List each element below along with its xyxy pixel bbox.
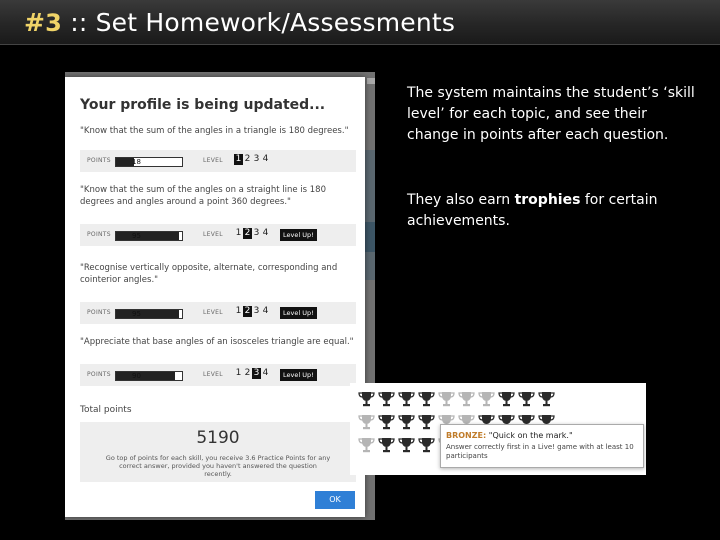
skill-row xyxy=(80,150,356,172)
level-step: 3 xyxy=(253,228,260,238)
description-text: They also earn xyxy=(407,192,515,208)
total-points-value: 5190 xyxy=(196,428,240,448)
skill-text: "Recognise vertically opposite, alternate, corresponding and cointerior angles." xyxy=(80,263,338,285)
level-step: 1 xyxy=(235,368,242,378)
tooltip-name: "Quick on the mark." xyxy=(486,431,573,440)
trophy-icon[interactable] xyxy=(418,414,435,430)
scroll-mark xyxy=(367,78,375,84)
trophy-icon[interactable] xyxy=(378,414,395,430)
description-para-1: The system maintains the student’s ‘skill level’ for each topic, and see their change in points after each question. xyxy=(407,85,695,143)
profile-update-modal xyxy=(65,77,365,517)
points-bar xyxy=(115,157,183,167)
level-step: 2 xyxy=(244,228,251,238)
level-up-badge: Level Up! xyxy=(280,307,317,319)
points-label: POINTS xyxy=(87,371,111,378)
skill-row xyxy=(80,224,356,246)
points-value: 18 xyxy=(132,158,141,166)
points-bar xyxy=(115,371,183,381)
total-points-box xyxy=(80,422,356,482)
trophy-icon[interactable] xyxy=(398,391,415,407)
slide-number xyxy=(24,8,62,37)
points-label: POINTS xyxy=(87,231,111,238)
profile-screenshot xyxy=(65,72,375,520)
level-step: 3 xyxy=(253,306,260,316)
level-up-badge: Level Up! xyxy=(280,229,317,241)
skill-text: "Know that the sum of the angles in a triangle is 180 degrees." xyxy=(80,126,349,136)
level-step: 2 xyxy=(244,154,251,164)
skill-text: "Know that the sum of the angles on a straight line is 180 degrees and angles around a point 360 degrees." xyxy=(80,185,326,207)
description-bold: trophies xyxy=(514,192,581,208)
tooltip-heading xyxy=(446,431,573,440)
trophy-tooltip xyxy=(440,424,644,468)
trophy-icon[interactable] xyxy=(418,437,435,453)
trophy-icon[interactable] xyxy=(438,391,455,407)
points-fill xyxy=(116,310,179,318)
level-step: 1 xyxy=(235,306,242,316)
level-step: 4 xyxy=(262,368,269,378)
level-step: 3 xyxy=(253,154,260,164)
level-step: 1 xyxy=(235,154,242,164)
level-indicator xyxy=(234,228,270,239)
slide-number-digit: 3 xyxy=(45,9,63,37)
points-bar xyxy=(115,231,183,241)
skill-row xyxy=(80,302,356,324)
level-step: 4 xyxy=(262,154,269,164)
trophy-icon[interactable] xyxy=(538,391,555,407)
slide-title-text: :: Set Homework/Assessments xyxy=(62,8,456,37)
trophy-icon[interactable] xyxy=(378,391,395,407)
description-text-end: for certain achievements. xyxy=(407,192,658,229)
skill-row xyxy=(80,364,356,386)
trophy-icon[interactable] xyxy=(478,391,495,407)
points-fill xyxy=(116,232,179,240)
tooltip-description: Answer correctly first in a Live! game with at least 10 participants xyxy=(446,443,634,460)
trophy-icon[interactable] xyxy=(458,391,475,407)
modal-title: Your profile is being updated... xyxy=(80,97,326,113)
trophy-icon[interactable] xyxy=(418,391,435,407)
points-label: POINTS xyxy=(87,309,111,316)
level-up-badge: Level Up! xyxy=(280,369,317,381)
trophy-icon[interactable] xyxy=(358,414,375,430)
trophy-icon[interactable] xyxy=(398,437,415,453)
trophy-panel xyxy=(350,383,646,475)
trophy-icon[interactable] xyxy=(378,437,395,453)
level-step: 3 xyxy=(253,368,260,378)
slide-title xyxy=(24,8,455,37)
trophy-icon[interactable] xyxy=(398,414,415,430)
points-value: 90 xyxy=(132,372,141,380)
level-step: 4 xyxy=(262,306,269,316)
level-label: LEVEL xyxy=(203,309,223,316)
level-step: 4 xyxy=(262,228,269,238)
points-bar xyxy=(115,309,183,319)
points-fill xyxy=(116,372,175,380)
level-step: 2 xyxy=(244,368,251,378)
level-step: 1 xyxy=(235,228,242,238)
slide-number-prefix: # xyxy=(24,8,46,37)
level-label: LEVEL xyxy=(203,157,223,164)
points-label: POINTS xyxy=(87,157,111,164)
total-points-label: Total points xyxy=(80,405,132,415)
tooltip-tier: BRONZE: xyxy=(446,431,487,440)
total-points-note: Go top of points for each skill, you receive 3.6 Practice Points for any correct answer, provided you haven't answered the question recently. xyxy=(105,454,331,478)
trophy-icon[interactable] xyxy=(518,391,535,407)
slide-title-bar xyxy=(0,0,720,45)
trophy-icon[interactable] xyxy=(358,391,375,407)
level-step: 2 xyxy=(244,306,251,316)
trophy-icon[interactable] xyxy=(498,391,515,407)
points-value: 95 xyxy=(132,232,141,240)
level-label: LEVEL xyxy=(203,371,223,378)
level-indicator xyxy=(234,306,270,317)
description-para-2 xyxy=(407,190,697,232)
level-indicator xyxy=(234,368,270,379)
ok-button[interactable]: OK xyxy=(315,491,355,509)
trophy-icon[interactable] xyxy=(358,437,375,453)
points-value: 95 xyxy=(132,310,141,318)
level-label: LEVEL xyxy=(203,231,223,238)
skill-text: "Appreciate that base angles of an isosceles triangle are equal." xyxy=(80,337,354,347)
level-indicator xyxy=(234,154,270,165)
